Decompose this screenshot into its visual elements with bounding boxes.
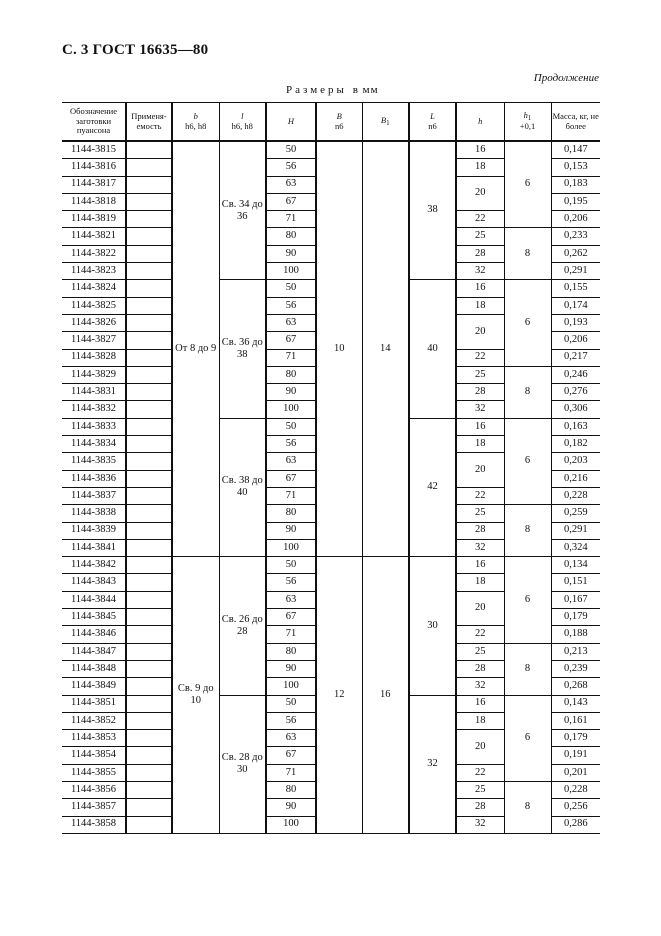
cell-applicability <box>126 384 172 401</box>
cell-applicability <box>126 799 172 816</box>
cell-h: 20 <box>456 176 504 211</box>
cell-designation: 1144-3844 <box>62 591 126 608</box>
cell-mass: 0,134 <box>551 557 600 574</box>
cell-H: 63 <box>266 314 316 331</box>
cell-h: 25 <box>456 366 504 383</box>
cell-designation: 1144-3839 <box>62 522 126 539</box>
cell-designation: 1144-3816 <box>62 159 126 176</box>
cell-mass: 0,213 <box>551 643 600 660</box>
cell-designation: 1144-3834 <box>62 436 126 453</box>
cell-mass: 0,203 <box>551 453 600 470</box>
cell-H: 67 <box>266 747 316 764</box>
table-row <box>62 557 600 574</box>
cell-H: 80 <box>266 643 316 660</box>
cell-mass: 0,151 <box>551 574 600 591</box>
cell-h1-group: 8 <box>504 366 551 418</box>
cell-mass: 0,228 <box>551 781 600 798</box>
cell-h: 16 <box>456 141 504 159</box>
cell-h: 18 <box>456 712 504 729</box>
cell-h: 25 <box>456 505 504 522</box>
cell-designation: 1144-3823 <box>62 263 126 280</box>
cell-mass: 0,174 <box>551 297 600 314</box>
cell-applicability <box>126 557 172 574</box>
table-row <box>62 141 600 159</box>
cell-h: 18 <box>456 574 504 591</box>
cell-applicability <box>126 730 172 747</box>
cell-applicability <box>126 487 172 504</box>
cell-designation: 1144-3848 <box>62 660 126 677</box>
header-B1 <box>362 103 409 142</box>
cell-applicability <box>126 280 172 297</box>
cell-B1-group: 14 <box>362 141 409 557</box>
cell-L-group: 40 <box>409 280 456 418</box>
cell-H: 67 <box>266 609 316 626</box>
cell-mass: 0,206 <box>551 211 600 228</box>
header-applicability: Применя- емость <box>126 103 172 142</box>
cell-h1-group: 8 <box>504 643 551 695</box>
cell-H: 100 <box>266 263 316 280</box>
cell-h: 32 <box>456 678 504 695</box>
cell-B1-group: 16 <box>362 557 409 834</box>
cell-designation: 1144-3819 <box>62 211 126 228</box>
cell-h: 25 <box>456 228 504 245</box>
cell-L-group: 32 <box>409 695 456 833</box>
cell-mass: 0,147 <box>551 141 600 159</box>
cell-H: 67 <box>266 470 316 487</box>
cell-H: 90 <box>266 522 316 539</box>
cell-applicability <box>126 453 172 470</box>
header-L-symbol: L <box>430 110 435 121</box>
cell-mass: 0,306 <box>551 401 600 418</box>
cell-designation: 1144-3821 <box>62 228 126 245</box>
cell-L-group: 42 <box>409 418 456 556</box>
cell-mass: 0,179 <box>551 730 600 747</box>
cell-h: 16 <box>456 280 504 297</box>
cell-mass: 0,183 <box>551 176 600 193</box>
cell-H: 80 <box>266 228 316 245</box>
cell-h: 16 <box>456 695 504 712</box>
table-header-row <box>62 103 600 142</box>
table-body <box>62 141 600 833</box>
cell-H: 50 <box>266 557 316 574</box>
cell-H: 71 <box>266 626 316 643</box>
cell-H: 80 <box>266 366 316 383</box>
cell-mass: 0,163 <box>551 418 600 435</box>
cell-mass: 0,191 <box>551 747 600 764</box>
dimensions-caption-main: Размеры <box>286 84 347 96</box>
cell-designation: 1144-3857 <box>62 799 126 816</box>
cell-H: 71 <box>266 764 316 781</box>
cell-H: 67 <box>266 332 316 349</box>
cell-designation: 1144-3856 <box>62 781 126 798</box>
cell-h1-group: 6 <box>504 280 551 366</box>
cell-h: 28 <box>456 245 504 262</box>
cell-h: 18 <box>456 159 504 176</box>
cell-mass: 0,143 <box>551 695 600 712</box>
dimensions-caption-unit: в мм <box>352 84 379 96</box>
cell-applicability <box>126 141 172 159</box>
cell-h: 22 <box>456 626 504 643</box>
cell-designation: 1144-3841 <box>62 539 126 556</box>
cell-mass: 0,195 <box>551 193 600 210</box>
cell-H: 56 <box>266 297 316 314</box>
cell-applicability <box>126 436 172 453</box>
cell-H: 63 <box>266 176 316 193</box>
cell-applicability <box>126 401 172 418</box>
cell-mass: 0,268 <box>551 678 600 695</box>
cell-designation: 1144-3838 <box>62 505 126 522</box>
cell-H: 50 <box>266 280 316 297</box>
cell-mass: 0,206 <box>551 332 600 349</box>
cell-designation: 1144-3836 <box>62 470 126 487</box>
cell-applicability <box>126 522 172 539</box>
cell-applicability <box>126 764 172 781</box>
header-L <box>409 103 456 142</box>
header-h1-subscript: 1 <box>527 114 532 123</box>
cell-h1-group: 8 <box>504 505 551 557</box>
cell-mass: 0,228 <box>551 487 600 504</box>
cell-applicability <box>126 366 172 383</box>
header-B <box>316 103 362 142</box>
header-mass: Масса, кг, не более <box>551 103 600 142</box>
cell-h: 28 <box>456 522 504 539</box>
header-B-tolerance: n6 <box>335 120 344 131</box>
header-B1-subscript: 1 <box>386 118 390 127</box>
cell-applicability <box>126 332 172 349</box>
cell-designation: 1144-3832 <box>62 401 126 418</box>
cell-h: 28 <box>456 799 504 816</box>
cell-mass: 0,276 <box>551 384 600 401</box>
cell-H: 80 <box>266 781 316 798</box>
cell-B-group: 12 <box>316 557 362 834</box>
cell-designation: 1144-3853 <box>62 730 126 747</box>
cell-mass: 0,233 <box>551 228 600 245</box>
header-h: h <box>456 103 504 142</box>
cell-applicability <box>126 678 172 695</box>
cell-b-group: От 8 до 9 <box>172 141 219 557</box>
cell-mass: 0,262 <box>551 245 600 262</box>
cell-H: 71 <box>266 349 316 366</box>
header-H: H <box>266 103 316 142</box>
cell-designation: 1144-3835 <box>62 453 126 470</box>
cell-H: 100 <box>266 816 316 833</box>
header-B1-symbol: B <box>380 114 387 125</box>
cell-h: 25 <box>456 643 504 660</box>
header-B-symbol: B <box>336 110 342 121</box>
cell-applicability <box>126 781 172 798</box>
cell-designation: 1144-3845 <box>62 609 126 626</box>
continuation-label: Продолжение <box>533 72 599 84</box>
cell-b-group: Св. 9 до 10 <box>172 557 219 834</box>
cell-h: 28 <box>456 384 504 401</box>
cell-applicability <box>126 176 172 193</box>
cell-designation: 1144-3815 <box>62 141 126 159</box>
cell-H: 90 <box>266 245 316 262</box>
cell-applicability <box>126 159 172 176</box>
header-h1-symbol: h <box>523 110 528 121</box>
header-l <box>219 103 266 142</box>
cell-applicability <box>126 505 172 522</box>
header-b <box>172 103 219 142</box>
cell-L-group: 30 <box>409 557 456 695</box>
cell-l-group: Св. 34 до 36 <box>219 141 266 280</box>
cell-H: 90 <box>266 660 316 677</box>
cell-designation: 1144-3825 <box>62 297 126 314</box>
cell-applicability <box>126 211 172 228</box>
cell-mass: 0,161 <box>551 712 600 729</box>
cell-designation: 1144-3852 <box>62 712 126 729</box>
cell-h: 32 <box>456 401 504 418</box>
cell-designation: 1144-3824 <box>62 280 126 297</box>
cell-mass: 0,259 <box>551 505 600 522</box>
cell-h1-group: 6 <box>504 141 551 228</box>
cell-applicability <box>126 228 172 245</box>
cell-L-group: 38 <box>409 141 456 280</box>
cell-applicability <box>126 816 172 833</box>
cell-h: 28 <box>456 660 504 677</box>
cell-designation: 1144-3829 <box>62 366 126 383</box>
cell-mass: 0,216 <box>551 470 600 487</box>
cell-mass: 0,193 <box>551 314 600 331</box>
cell-applicability <box>126 712 172 729</box>
cell-h: 32 <box>456 263 504 280</box>
cell-designation: 1144-3833 <box>62 418 126 435</box>
cell-designation: 1144-3858 <box>62 816 126 833</box>
cell-mass: 0,324 <box>551 539 600 556</box>
cell-h: 22 <box>456 764 504 781</box>
header-l-tolerance: h6, h8 <box>231 120 253 131</box>
cell-designation: 1144-3817 <box>62 176 126 193</box>
cell-designation: 1144-3855 <box>62 764 126 781</box>
cell-designation: 1144-3851 <box>62 695 126 712</box>
cell-h: 18 <box>456 436 504 453</box>
cell-designation: 1144-3822 <box>62 245 126 262</box>
cell-H: 100 <box>266 401 316 418</box>
cell-mass: 0,182 <box>551 436 600 453</box>
cell-H: 80 <box>266 505 316 522</box>
cell-applicability <box>126 609 172 626</box>
cell-designation: 1144-3837 <box>62 487 126 504</box>
cell-h1-group: 6 <box>504 418 551 504</box>
cell-h: 20 <box>456 314 504 349</box>
cell-h: 16 <box>456 557 504 574</box>
cell-H: 56 <box>266 159 316 176</box>
cell-mass: 0,256 <box>551 799 600 816</box>
cell-applicability <box>126 297 172 314</box>
cell-H: 63 <box>266 453 316 470</box>
cell-H: 90 <box>266 384 316 401</box>
cell-applicability <box>126 695 172 712</box>
cell-H: 100 <box>266 539 316 556</box>
cell-designation: 1144-3831 <box>62 384 126 401</box>
cell-h: 32 <box>456 816 504 833</box>
cell-H: 56 <box>266 574 316 591</box>
cell-mass: 0,291 <box>551 522 600 539</box>
cell-applicability <box>126 418 172 435</box>
cell-applicability <box>126 747 172 764</box>
cell-H: 56 <box>266 712 316 729</box>
cell-h1-group: 8 <box>504 781 551 833</box>
cell-designation: 1144-3828 <box>62 349 126 366</box>
header-h1-tolerance: +0,1 <box>519 121 536 132</box>
cell-mass: 0,286 <box>551 816 600 833</box>
cell-l-group: Св. 26 до 28 <box>219 557 266 695</box>
cell-h1-group: 8 <box>504 228 551 280</box>
cell-H: 71 <box>266 211 316 228</box>
cell-applicability <box>126 349 172 366</box>
cell-H: 50 <box>266 695 316 712</box>
header-designation: Обозначение заготовки пуансона <box>62 103 126 142</box>
cell-mass: 0,239 <box>551 660 600 677</box>
cell-applicability <box>126 643 172 660</box>
cell-l-group: Св. 28 до 30 <box>219 695 266 833</box>
cell-h: 25 <box>456 781 504 798</box>
cell-mass: 0,217 <box>551 349 600 366</box>
cell-designation: 1144-3843 <box>62 574 126 591</box>
cell-designation: 1144-3849 <box>62 678 126 695</box>
cell-mass: 0,188 <box>551 626 600 643</box>
cell-mass: 0,201 <box>551 764 600 781</box>
cell-B-group: 10 <box>316 141 362 557</box>
cell-h: 16 <box>456 418 504 435</box>
cell-applicability <box>126 245 172 262</box>
cell-h: 20 <box>456 730 504 765</box>
cell-applicability <box>126 660 172 677</box>
cell-applicability <box>126 470 172 487</box>
cell-H: 50 <box>266 141 316 159</box>
cell-l-group: Св. 38 до 40 <box>219 418 266 556</box>
cell-mass: 0,179 <box>551 609 600 626</box>
cell-H: 63 <box>266 591 316 608</box>
cell-applicability <box>126 193 172 210</box>
cell-designation: 1144-3818 <box>62 193 126 210</box>
page-header: С. 3 ГОСТ 16635—80 <box>62 42 209 58</box>
cell-l-group: Св. 36 до 38 <box>219 280 266 418</box>
cell-applicability <box>126 263 172 280</box>
header-b-symbol: b <box>193 110 198 121</box>
cell-mass: 0,167 <box>551 591 600 608</box>
cell-designation: 1144-3847 <box>62 643 126 660</box>
cell-h: 20 <box>456 453 504 488</box>
cell-applicability <box>126 591 172 608</box>
cell-applicability <box>126 314 172 331</box>
cell-h: 22 <box>456 487 504 504</box>
punch-blank-table <box>62 102 600 834</box>
cell-h1-group: 6 <box>504 557 551 643</box>
cell-mass: 0,153 <box>551 159 600 176</box>
cell-designation: 1144-3854 <box>62 747 126 764</box>
cell-designation: 1144-3827 <box>62 332 126 349</box>
cell-h: 22 <box>456 349 504 366</box>
cell-h1-group: 6 <box>504 695 551 781</box>
header-L-tolerance: n6 <box>428 120 437 131</box>
cell-mass: 0,246 <box>551 366 600 383</box>
cell-h: 32 <box>456 539 504 556</box>
cell-applicability <box>126 539 172 556</box>
cell-H: 67 <box>266 193 316 210</box>
header-l-symbol: l <box>241 110 244 121</box>
cell-h: 22 <box>456 211 504 228</box>
cell-H: 50 <box>266 418 316 435</box>
header-b-tolerance: h6, h8 <box>185 120 207 131</box>
cell-H: 90 <box>266 799 316 816</box>
cell-h: 20 <box>456 591 504 626</box>
cell-H: 63 <box>266 730 316 747</box>
cell-designation: 1144-3826 <box>62 314 126 331</box>
cell-H: 100 <box>266 678 316 695</box>
cell-H: 56 <box>266 436 316 453</box>
dimensions-caption <box>286 84 379 96</box>
cell-designation: 1144-3842 <box>62 557 126 574</box>
cell-applicability <box>126 626 172 643</box>
cell-H: 71 <box>266 487 316 504</box>
header-h1 <box>504 103 551 142</box>
cell-mass: 0,291 <box>551 263 600 280</box>
cell-mass: 0,155 <box>551 280 600 297</box>
cell-designation: 1144-3846 <box>62 626 126 643</box>
cell-h: 18 <box>456 297 504 314</box>
cell-applicability <box>126 574 172 591</box>
